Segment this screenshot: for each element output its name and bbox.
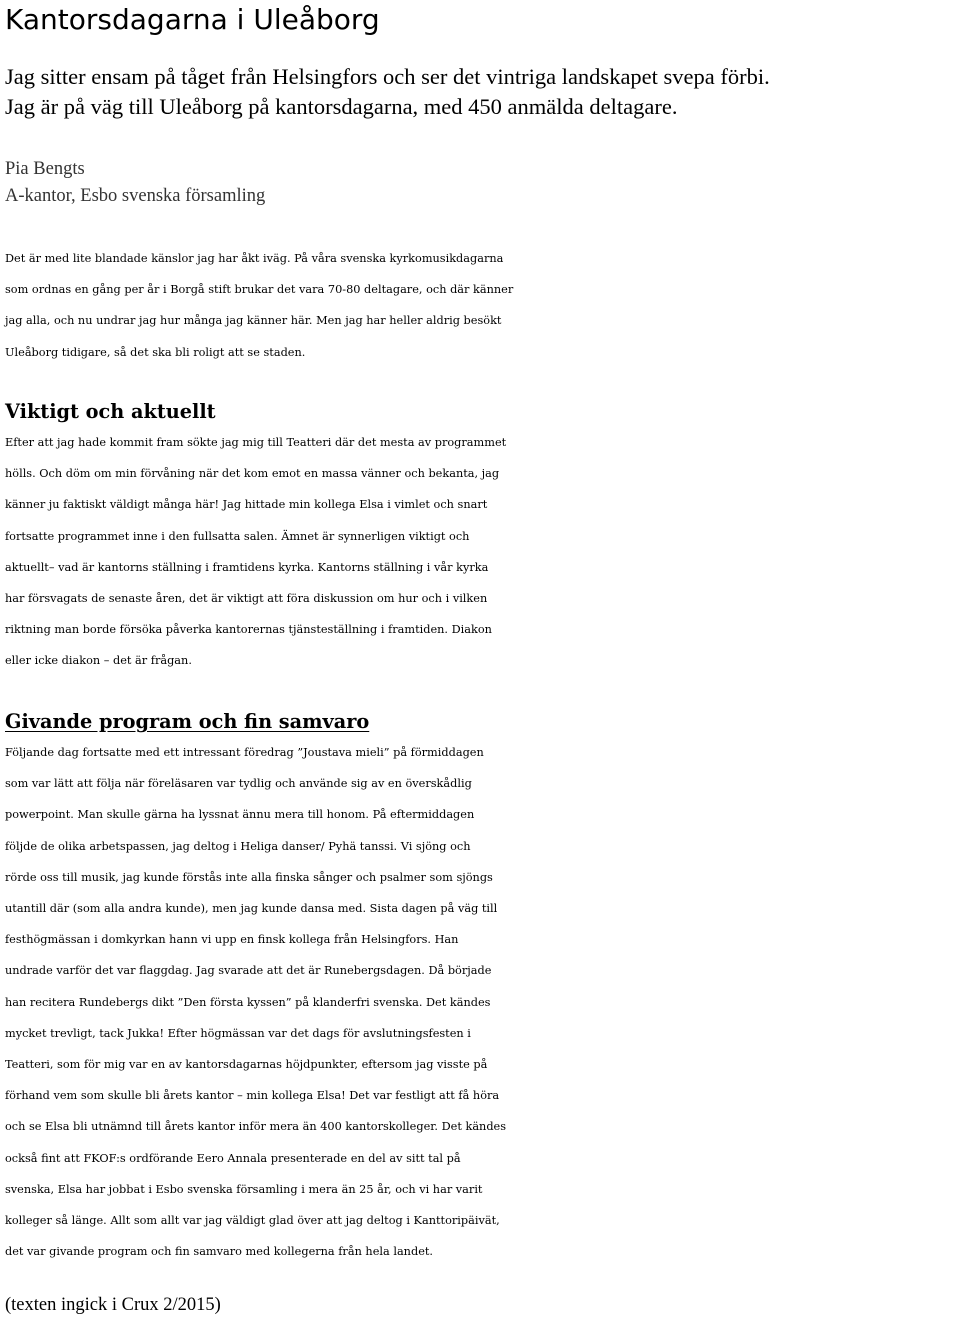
text-line: kolleger så länge. Allt som allt var jag väldigt glad över att jag deltog i Kanttoripäivät, bbox=[5, 1214, 500, 1228]
text-line: det var givande program och fin samvaro med kollegerna från hela landet. bbox=[5, 1245, 434, 1259]
author-name: Pia Bengts bbox=[5, 159, 85, 179]
text-line: svenska, Elsa har jobbat i Esbo svenska församling i mera än 25 år, och vi har varit bbox=[5, 1182, 483, 1196]
text-line: och se Elsa bli utnämnd till årets kantor inför mera än 400 kantorskolleger. Det kändes bbox=[5, 1120, 507, 1134]
text-line: jag alla, och nu undrar jag hur många jag känner här. Men jag har heller aldrig besökt bbox=[5, 314, 502, 328]
text-line: mycket trevligt, tack Jukka! Efter högmässan var det dags för avslutningsfesten i bbox=[5, 1026, 471, 1040]
text-line: som ordnas en gång per år i Borgå stift brukar det vara 70-80 deltagare, och där känner bbox=[5, 283, 514, 297]
text-line: Det är med lite blandade känslor jag har åkt iväg. På våra svenska kyrkomusikdagarna bbox=[5, 252, 504, 265]
text-line: känner ju faktiskt väldigt många här! Jag hittade min kollega Elsa i vimlet och snart bbox=[5, 498, 488, 512]
text-line: fortsatte programmet inne i den fullsatta salen. Ämnet är synnerligen viktigt och bbox=[5, 529, 470, 543]
text-line: också fint att FKOF:s ordförande Eero Annala presenterade en del av sitt tal på bbox=[5, 1151, 461, 1165]
text-line: Följande dag fortsatte med ett intressant föredrag ”Joustava mieli” på förmiddagen bbox=[5, 746, 484, 759]
text-line: festhögmässan i domkyrkan hann vi upp en finsk kollega från Helsingfors. Han bbox=[5, 933, 459, 947]
intro-line: Jag sitter ensam på tåget från Helsingfors och ser det vintriga landskapet svepa förbi. bbox=[5, 64, 770, 89]
text-line: Efter att jag hade kommit fram sökte jag mig till Teatteri där det mesta av programmet bbox=[5, 436, 507, 449]
author-role: A-kantor, Esbo svenska församling bbox=[5, 186, 266, 206]
text-line: han recitera Rundebergs dikt ”Den första kyssen” på klanderfri svenska. Det kändes bbox=[5, 995, 491, 1009]
paragraph-2 bbox=[5, 427, 957, 677]
intro-paragraph bbox=[5, 62, 770, 121]
section-heading-1: Viktigt och aktuellt bbox=[5, 400, 216, 423]
paragraph-3 bbox=[5, 737, 957, 1267]
text-line: följde de olika arbetspassen, jag deltog i Heliga danser/ Pyhä tanssi. Vi sjöng och bbox=[5, 839, 471, 853]
text-line: undrade varför det var flaggdag. Jag svarade att det är Runebergsdagen. Då började bbox=[5, 964, 492, 978]
text-line: Uleåborg tidigare, så det ska bli roligt att se staden. bbox=[5, 345, 306, 359]
paragraph-1 bbox=[5, 243, 957, 368]
text-line: powerpoint. Man skulle gärna ha lyssnat ännu mera till honom. På eftermiddagen bbox=[5, 808, 475, 822]
text-line: utantill där (som alla andra kunde), men jag kunde dansa med. Sista dagen på väg till bbox=[5, 902, 498, 916]
text-line: eller icke diakon – det är frågan. bbox=[5, 654, 192, 668]
intro-line: Jag är på väg till Uleåborg på kantorsdagarna, med 450 anmälda deltagare. bbox=[5, 93, 678, 119]
text-line: riktning man borde försöka påverka kantorernas tjänsteställning i framtiden. Diakon bbox=[5, 623, 492, 637]
article-title: Kantorsdagarna i Uleåborg bbox=[5, 3, 380, 36]
text-line: förhand vem som skulle bli årets kantor – min kollega Elsa! Det var festligt att få höra bbox=[5, 1089, 500, 1103]
text-line: har försvagats de senaste åren, det är viktigt att föra diskussion om hur och i vilken bbox=[5, 592, 488, 606]
text-line: som var lätt att följa när föreläsaren var tydlig och använde sig av en överskådlig bbox=[5, 777, 472, 791]
text-line: Teatteri, som för mig var en av kantorsdagarnas höjdpunkter, eftersom jag visste på bbox=[5, 1058, 488, 1072]
section-heading-2: Givande program och fin samvaro bbox=[5, 710, 370, 733]
text-line: rörde oss till musik, jag kunde förstås inte alla finska sånger och psalmer som sjöngs bbox=[5, 870, 493, 884]
text-line: hölls. Och döm om min förvåning när det kom emot en massa vänner och bekanta, jag bbox=[5, 467, 500, 481]
source-note: (texten ingick i Crux 2/2015) bbox=[5, 1295, 221, 1315]
author-byline bbox=[5, 156, 265, 210]
text-line: aktuellt– vad är kantorns ställning i framtidens kyrka. Kantorns ställning i vår kyrka bbox=[5, 560, 489, 574]
